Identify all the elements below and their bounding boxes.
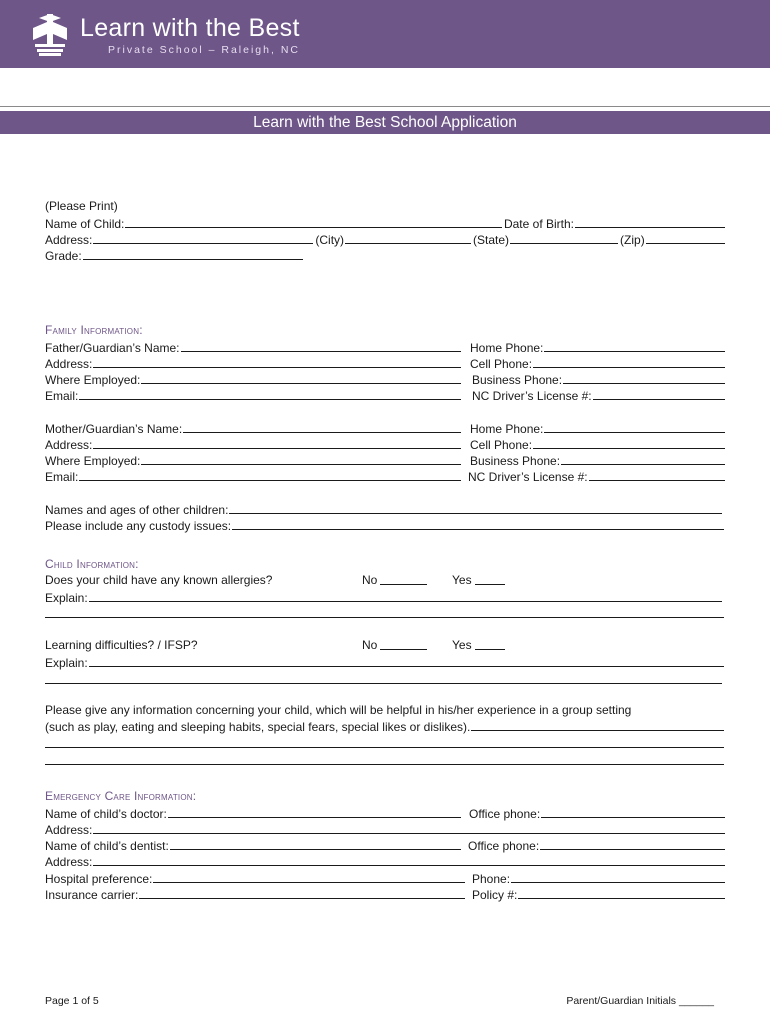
father-name-field[interactable] <box>181 351 461 352</box>
group-setting-row <box>45 718 724 734</box>
father-employed-field[interactable] <box>141 383 461 384</box>
dentist-office-phone-field[interactable] <box>540 849 725 850</box>
home-phone-label: Home Phone: <box>470 341 544 355</box>
state-field[interactable] <box>510 243 618 244</box>
cell-phone-label: Cell Phone: <box>470 438 533 452</box>
state-label: (State) <box>473 233 510 247</box>
father-address-row <box>45 355 463 371</box>
father-home-phone-field[interactable] <box>544 351 725 352</box>
dob-label: Date of Birth: <box>503 217 574 231</box>
mother-email-field[interactable] <box>79 480 461 481</box>
doctor-address-row <box>45 821 725 837</box>
hospital-row <box>45 870 467 886</box>
insurance-row <box>45 886 467 902</box>
mother-name-row <box>45 420 463 436</box>
doctor-row <box>45 805 463 821</box>
father-home-phone-row <box>470 339 725 355</box>
yes-label: Yes <box>452 573 472 587</box>
learning-yes-option[interactable] <box>452 638 505 652</box>
group-setting-line-2[interactable] <box>45 747 724 748</box>
learning-explain-field[interactable] <box>89 666 724 667</box>
insurance-label: Insurance carrier: <box>45 888 139 902</box>
allergies-explain-field[interactable] <box>89 601 722 602</box>
grade-row <box>45 247 303 263</box>
where-employed-label: Where Employed: <box>45 454 141 468</box>
child-name-field[interactable] <box>125 227 502 228</box>
brand-name: Learn with the Best <box>80 14 300 42</box>
allergies-yes-option[interactable] <box>452 573 505 587</box>
learning-explain-row <box>45 654 724 670</box>
dentist-address-field[interactable] <box>93 865 725 866</box>
hospital-phone-field[interactable] <box>511 882 725 883</box>
address-label: Address: <box>45 438 93 452</box>
initials-field[interactable]: Parent/Guardian Initials ______ <box>566 995 714 1007</box>
mother-cell-phone-field[interactable] <box>533 448 725 449</box>
dentist-address-row <box>45 853 725 869</box>
group-setting-text: Please give any information concerning your child, which will be helpful in his/her experience in a group setting <box>45 703 632 717</box>
address-field[interactable] <box>93 243 313 244</box>
father-email-field[interactable] <box>79 399 461 400</box>
zip-label: (Zip) <box>620 233 645 247</box>
doctor-address-field[interactable] <box>93 833 725 834</box>
allergies-explain-row <box>45 589 722 605</box>
mother-name-label: Mother/Guardian’s Name: <box>45 422 183 436</box>
other-children-field[interactable] <box>229 513 722 514</box>
child-info-heading: Child Information: <box>45 557 139 571</box>
learning-question: Learning difficulties? / IFSP? <box>45 638 198 652</box>
please-print-note: (Please Print) <box>45 199 118 213</box>
father-business-phone-field[interactable] <box>563 383 725 384</box>
hospital-label: Hospital preference: <box>45 872 153 886</box>
policy-label: Policy #: <box>472 888 518 902</box>
phone-label: Phone: <box>472 872 511 886</box>
father-license-row <box>472 387 725 403</box>
license-label: NC Driver’s License #: <box>472 389 592 403</box>
mother-employed-field[interactable] <box>141 464 461 465</box>
family-info-heading: Family Information: <box>45 323 143 337</box>
license-label: NC Driver’s License #: <box>468 470 588 484</box>
group-setting-field[interactable] <box>471 730 724 731</box>
zip-field[interactable] <box>646 243 725 244</box>
custody-field[interactable] <box>232 529 724 530</box>
hospital-field[interactable] <box>153 882 465 883</box>
group-setting-line-3[interactable] <box>45 764 724 765</box>
mother-home-phone-field[interactable] <box>544 432 725 433</box>
father-cell-phone-field[interactable] <box>533 367 725 368</box>
explain-label: Explain: <box>45 656 88 670</box>
divider <box>0 106 770 107</box>
learning-yes-field[interactable] <box>475 649 505 650</box>
hospital-phone-row <box>472 870 725 886</box>
father-cell-phone-row <box>470 355 725 371</box>
child-address-row <box>45 231 725 247</box>
office-phone-label: Office phone: <box>469 807 541 821</box>
father-employed-row <box>45 371 463 387</box>
city-label: (City) <box>315 233 345 247</box>
father-business-phone-row <box>472 371 725 387</box>
home-phone-label: Home Phone: <box>470 422 544 436</box>
page-number: Page 1 of 5 <box>45 995 99 1007</box>
grade-field[interactable] <box>83 259 303 260</box>
email-label: Email: <box>45 389 79 403</box>
other-children-row <box>45 501 722 517</box>
address-label: Address: <box>45 855 93 869</box>
email-label: Email: <box>45 470 79 484</box>
father-address-field[interactable] <box>93 367 461 368</box>
no-label: No <box>362 573 378 587</box>
doctor-office-phone-row <box>469 805 725 821</box>
learning-no-field[interactable] <box>380 649 427 650</box>
no-label: No <box>362 638 378 652</box>
grade-label: Grade: <box>45 249 82 263</box>
emergency-info-heading: Emergency Care Information: <box>45 789 197 803</box>
mother-email-row <box>45 468 463 484</box>
custody-label: Please include any custody issues: <box>45 519 232 533</box>
father-name-row <box>45 339 463 355</box>
mother-license-row <box>468 468 725 484</box>
custody-row <box>45 517 724 533</box>
brand-subtitle: Private School – Raleigh, NC <box>108 44 300 56</box>
office-phone-label: Office phone: <box>468 839 540 853</box>
mother-home-phone-row <box>470 420 725 436</box>
yes-label: Yes <box>452 638 472 652</box>
father-email-row <box>45 387 463 403</box>
dentist-field[interactable] <box>170 849 461 850</box>
other-children-label: Names and ages of other children: <box>45 503 229 517</box>
mother-name-field[interactable] <box>183 432 461 433</box>
insurance-field[interactable] <box>139 898 465 899</box>
doctor-label: Name of child’s doctor: <box>45 807 167 821</box>
child-name-row <box>45 215 725 231</box>
allergies-extra-line[interactable] <box>45 617 724 618</box>
mother-address-field[interactable] <box>93 448 461 449</box>
header-banner <box>0 0 770 68</box>
allergies-question: Does your child have any known allergies? <box>45 573 273 587</box>
allergies-no-field[interactable] <box>380 584 427 585</box>
father-license-field[interactable] <box>593 399 725 400</box>
school-logo-icon <box>31 14 69 56</box>
policy-field[interactable] <box>518 898 725 899</box>
learning-no-option[interactable] <box>362 638 427 652</box>
dentist-label: Name of child’s dentist: <box>45 839 169 853</box>
mother-business-phone-field[interactable] <box>561 464 725 465</box>
dentist-row <box>45 837 463 853</box>
policy-row <box>472 886 725 902</box>
mother-cell-phone-row <box>470 436 725 452</box>
mother-employed-row <box>45 452 463 468</box>
cell-phone-label: Cell Phone: <box>470 357 533 371</box>
doctor-office-phone-field[interactable] <box>541 817 725 818</box>
father-name-label: Father/Guardian’s Name: <box>45 341 180 355</box>
mother-license-field[interactable] <box>589 480 725 481</box>
address-label: Address: <box>45 357 93 371</box>
dob-field[interactable] <box>575 227 725 228</box>
address-label: Address: <box>45 823 93 837</box>
group-setting-text-2: (such as play, eating and sleeping habits, special fears, special likes or dislikes). <box>45 720 471 734</box>
learning-extra-line[interactable] <box>45 683 722 684</box>
doctor-field[interactable] <box>168 817 461 818</box>
mother-business-phone-row <box>470 452 725 468</box>
mother-address-row <box>45 436 463 452</box>
business-phone-label: Business Phone: <box>470 454 561 468</box>
where-employed-label: Where Employed: <box>45 373 141 387</box>
allergies-yes-field[interactable] <box>475 584 505 585</box>
address-label: Address: <box>45 233 93 247</box>
form-title: Learn with the Best School Application <box>0 111 770 134</box>
dentist-office-phone-row <box>468 837 725 853</box>
allergies-no-option[interactable] <box>362 573 427 587</box>
business-phone-label: Business Phone: <box>472 373 563 387</box>
explain-label: Explain: <box>45 591 88 605</box>
city-field[interactable] <box>345 243 471 244</box>
child-name-label: Name of Child: <box>45 217 125 231</box>
